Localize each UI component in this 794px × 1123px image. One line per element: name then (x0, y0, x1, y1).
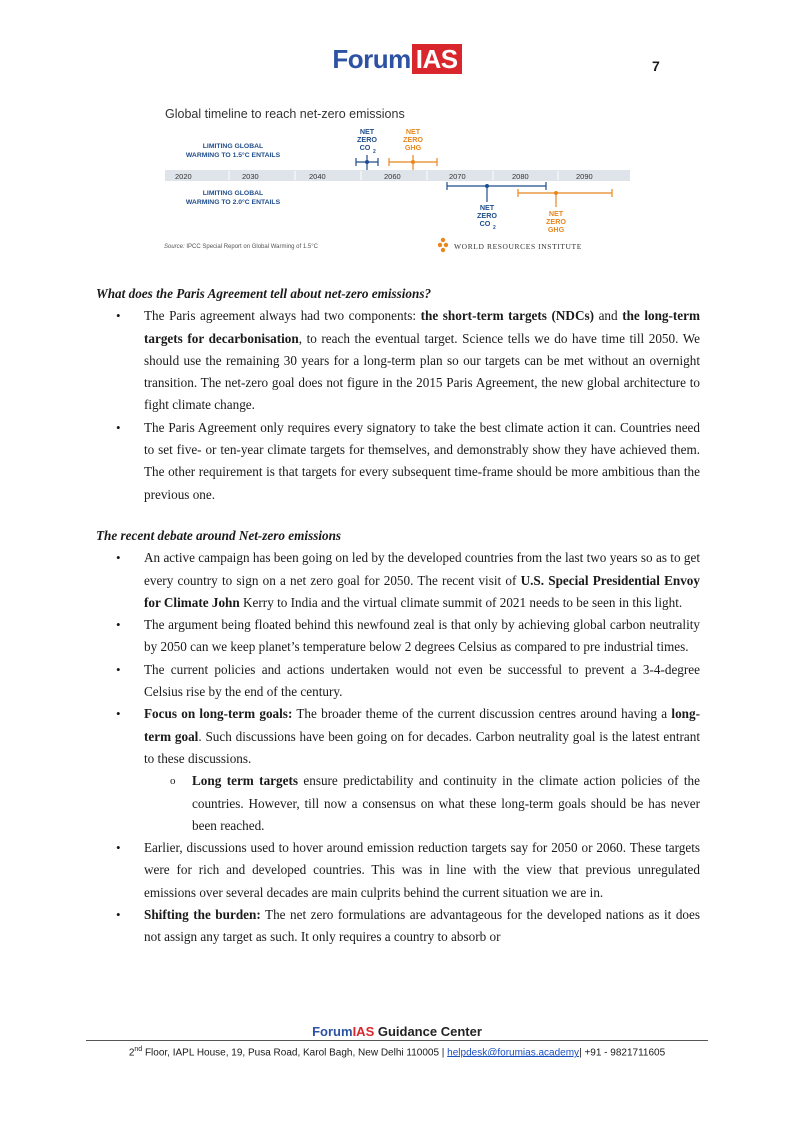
year-2060: 2060 (384, 172, 401, 181)
svg-text:NET: NET (479, 203, 495, 212)
year-2020: 2020 (175, 172, 192, 181)
article-body (96, 283, 700, 949)
year-2080: 2080 (512, 172, 529, 181)
list-item: • The Paris Agreement only requires every signatory to take the best climate action it can. Countries need to set five- or ten-year climate targets for themselves, and demonstrably show they have achieved them. The other requirement is that targets for every subsequent time-frame should be more ambitious than the previous one. (96, 417, 700, 506)
figure-title: Global timeline to reach net-zero emissions (165, 107, 405, 121)
label-20-line2: WARMING TO 2.0°C ENTAILS (185, 199, 281, 206)
page-number: 7 (652, 58, 660, 74)
marker-15-co2 (356, 127, 378, 170)
label-15-line1: LIMITING GLOBAL (202, 143, 264, 150)
year-2090: 2090 (576, 172, 593, 181)
net-zero-timeline-figure (160, 100, 634, 260)
footer-address: 2nd Floor, IAPL House, 19, Pusa Road, Karol Bagh, New Delhi 110005 | helpdesk@forumias.academy| +91 - 9821711605 (128, 1046, 666, 1059)
svg-text:ZERO: ZERO (477, 211, 497, 220)
marker-20-ghg (518, 189, 612, 234)
svg-text:2: 2 (373, 149, 376, 155)
sub-list (144, 770, 700, 837)
footer-divider (86, 1040, 708, 1041)
figure-source: Source: IPCC Special Report on Global Warming of 1.5°C (164, 244, 318, 250)
svg-text:ZERO: ZERO (403, 135, 423, 144)
heading-recent-debate: The recent debate around Net-zero emissions (96, 527, 342, 543)
heading-paris-agreement: What does the Paris Agreement tell about net-zero emissions? (96, 286, 432, 301)
svg-text:GHG: GHG (547, 225, 565, 234)
svg-text:NET: NET (359, 127, 375, 136)
list-item: • The argument being floated behind this newfound zeal is that only by achieving global carbon neutrality by 2050 can we keep planet’s temperature below 2 degrees Celsius as compared to pre industrial times. (96, 614, 700, 659)
svg-text:GHG: GHG (404, 143, 422, 152)
forumias-logo (0, 44, 794, 75)
email-link[interactable]: helpdesk@forumias.academy (447, 1047, 580, 1059)
sub-list-item: o Long term targets ensure predictability and continuity in the climate action policies of the countries. However, till now a consensus on what these long-term goals should be has never been reached. (144, 770, 700, 837)
svg-text:CO: CO (359, 143, 371, 152)
svg-text:ZERO: ZERO (546, 217, 566, 226)
year-2040: 2040 (309, 172, 326, 181)
footer-title: ForumIAS Guidance Center (312, 1024, 482, 1039)
svg-text:NET: NET (405, 127, 421, 136)
logo-forum-text: Forum (332, 44, 411, 74)
wri-text: WORLD RESOURCES INSTITUTE (454, 242, 582, 251)
svg-text:CO: CO (479, 219, 491, 228)
svg-text:NET: NET (548, 209, 564, 218)
label-20-line1: LIMITING GLOBAL (202, 190, 264, 197)
year-2070: 2070 (449, 172, 466, 181)
list-item: • The Paris agreement always had two components: the short-term targets (NDCs) and the long-term targets for decarbonisation, to reach the eventual target. Science tells we do have time till 2050. We should use the remaining 30 years for a long-term plan so our targets can be met without an overnight transition. The net-zero goal does not figure in the 2015 Paris Agreement, the new global architecture to fight climate change. (96, 305, 700, 416)
list-item: • The current policies and actions undertaken would not even be successful to prevent a 3-4-degree Celsius rise by the end of the century. (96, 659, 700, 704)
svg-text:ZERO: ZERO (357, 135, 377, 144)
year-2030: 2030 (242, 172, 259, 181)
label-15-line2: WARMING TO 1.5°C ENTAILS (185, 152, 281, 159)
marker-20-co2 (447, 182, 546, 231)
list-item: • Shifting the burden: The net zero formulations are advantageous for the developed nations as it does not assign any target as such. It only requires a country to absorb or (96, 904, 700, 949)
wri-logo (438, 238, 582, 252)
marker-15-ghg (389, 127, 437, 170)
svg-text:2: 2 (493, 225, 496, 231)
list-item: • Focus on long-term goals: The broader theme of the current discussion centres around having a long-term goal. Such discussions have been going on for decades. Carbon neutrality goal is the latest entrant to these discussions. o Long term targets ensure predictability and continuity in the climate action policies of the countries. However, till now a consensus on what these long-term goals should be has never been reached. (96, 703, 700, 837)
paris-bullets (96, 305, 700, 506)
debate-bullets (96, 547, 700, 948)
list-item: • An active campaign has been going on led by the developed countries from the last two years so as to get every country to sign on a net zero goal for 2050. The recent visit of U.S. Special Presidential Envoy for Climate John Kerry to India and the virtual climate summit of 2021 needs to be seen in this light. (96, 547, 700, 614)
timeline-svg (160, 100, 634, 260)
logo-ias-text: IAS (412, 44, 462, 74)
list-item: • Earlier, discussions used to hover around emission reduction targets say for 2050 or 2060. These targets were for rich and developed countries. This was in line with the view that previous unregulated emissions over several decades are main culprits behind the current situation we are in. (96, 837, 700, 904)
